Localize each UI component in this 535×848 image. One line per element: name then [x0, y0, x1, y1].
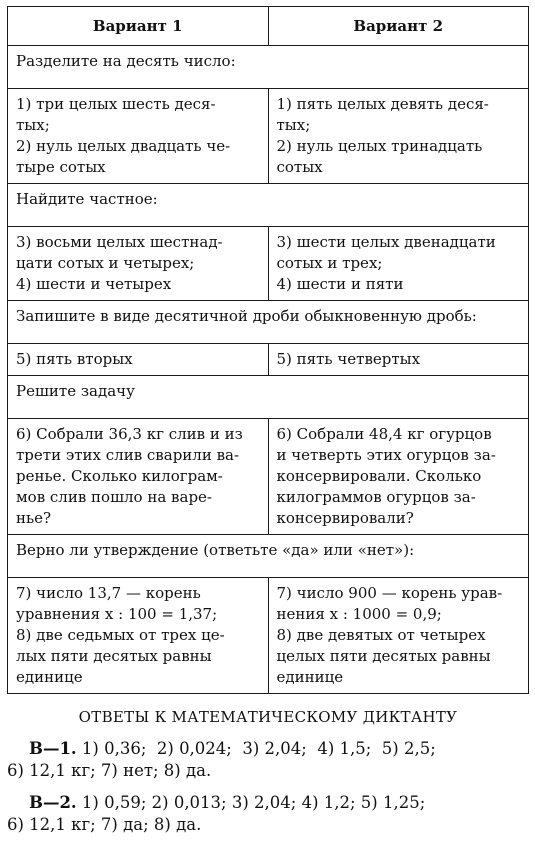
table-body — [8, 46, 529, 694]
task-line: тыре сотых — [16, 158, 106, 176]
task-line: тых; — [276, 116, 311, 134]
task-line: сотых и трех; — [276, 254, 383, 272]
task-line: уравнения x : 100 = 1,37; — [16, 605, 218, 623]
task-line: сотых — [276, 158, 323, 176]
task-line: лых пяти десятых равны — [16, 647, 212, 665]
task-cell-variant-2 — [268, 419, 529, 535]
task-line: тых; — [16, 116, 50, 134]
task-line: 8) две седьмых от трех це- — [16, 626, 225, 644]
task-line: 5) пять вторых — [16, 350, 133, 368]
task-cell-variant-1 — [8, 227, 269, 301]
answers-v2-line-1 — [7, 792, 529, 814]
answers-section — [7, 706, 529, 846]
instruction-text: Запишите в виде десятичной дроби обыкновенную дробь: — [8, 301, 529, 344]
instruction-row — [8, 301, 529, 344]
instruction-text: Верно ли утверждение (ответьте «да» или «нет»): — [8, 535, 529, 578]
task-line: килограммов огурцов за- — [276, 488, 476, 506]
instruction-text: Найдите частное: — [8, 184, 529, 227]
task-line: 5) пять четвертых — [276, 350, 421, 368]
task-line: 4) шести и пяти — [276, 275, 404, 293]
task-cell-variant-2 — [268, 89, 529, 184]
task-cell-variant-2 — [268, 578, 529, 694]
task-line: консервировали? — [276, 509, 414, 527]
task-line: 1) три целых шесть деся- — [16, 95, 216, 113]
task-line: единице — [276, 668, 344, 686]
task-line: 6) Собрали 36,3 кг слив и из — [16, 425, 243, 443]
task-line: цати сотых и четырех; — [16, 254, 195, 272]
answers-v1-line-2: 6) 12,1 кг; 7) нет; 8) да. — [7, 761, 212, 780]
answers-variant-1 — [7, 738, 529, 782]
task-cell-variant-1 — [8, 89, 269, 184]
task-line: 2) нуль целых двадцать че- — [16, 137, 231, 155]
header-row — [8, 7, 529, 46]
task-line: 3) восьми целых шестнад- — [16, 233, 223, 251]
task-line: мов слив пошло на варе- — [16, 488, 212, 506]
answers-v2-text-1: 1) 0,59; 2) 0,013; 3) 2,04; 4) 1,2; 5) 1,25; — [76, 793, 426, 812]
task-row — [8, 419, 529, 535]
answers-v2-label: В—2. — [29, 793, 77, 812]
answers-title: ОТВЕТЫ К МАТЕМАТИЧЕСКОМУ ДИКТАНТУ — [78, 708, 458, 726]
task-line: нье? — [16, 509, 52, 527]
instruction-row — [8, 46, 529, 89]
header-variant-2: Вариант 2 — [268, 7, 529, 46]
instruction-text: Решите задачу — [8, 376, 529, 419]
task-line: 8) две девятых от четырех — [276, 626, 486, 644]
task-line: и четверть этих огурцов за- — [276, 446, 496, 464]
answers-v1-line-1 — [7, 738, 529, 760]
task-line: 1) пять целых девять деся- — [276, 95, 489, 113]
task-line: 3) шести целых двенадцати — [276, 233, 496, 251]
task-row — [8, 578, 529, 694]
task-line: трети этих слив сварили ва- — [16, 446, 240, 464]
instruction-row — [8, 535, 529, 578]
instruction-text: Разделите на десять число: — [8, 46, 529, 89]
task-line: целых пяти десятых равны — [276, 647, 491, 665]
task-line: 7) число 13,7 — корень — [16, 584, 201, 602]
task-row — [8, 344, 529, 376]
task-line: консервировали. Сколько — [276, 467, 482, 485]
task-line: 4) шести и четырех — [16, 275, 172, 293]
task-line: 7) число 900 — корень урав- — [276, 584, 503, 602]
answers-v1-label: В—1. — [29, 739, 77, 758]
task-line: нения x : 1000 = 0,9; — [276, 605, 442, 623]
instruction-row — [8, 184, 529, 227]
dictation-table — [7, 6, 529, 694]
task-cell-variant-1 — [8, 419, 269, 535]
task-cell-variant-1 — [8, 578, 269, 694]
header-variant-1: Вариант 1 — [8, 7, 269, 46]
task-line: 6) Собрали 48,4 кг огурцов — [276, 425, 492, 443]
answers-v2-line-2: 6) 12,1 кг; 7) да; 8) да. — [7, 815, 202, 834]
answers-v1-text-1: 1) 0,36; 2) 0,024; 3) 2,04; 4) 1,5; 5) 2,5; — [76, 739, 436, 758]
task-row — [8, 227, 529, 301]
task-line: 2) нуль целых тринадцать — [276, 137, 483, 155]
task-cell-variant-2 — [268, 344, 529, 376]
task-line: ренье. Сколько килограм- — [16, 467, 223, 485]
answers-variant-2 — [7, 792, 529, 836]
task-cell-variant-1 — [8, 344, 269, 376]
task-line: единице — [16, 668, 83, 686]
task-row — [8, 89, 529, 184]
task-cell-variant-2 — [268, 227, 529, 301]
instruction-row — [8, 376, 529, 419]
